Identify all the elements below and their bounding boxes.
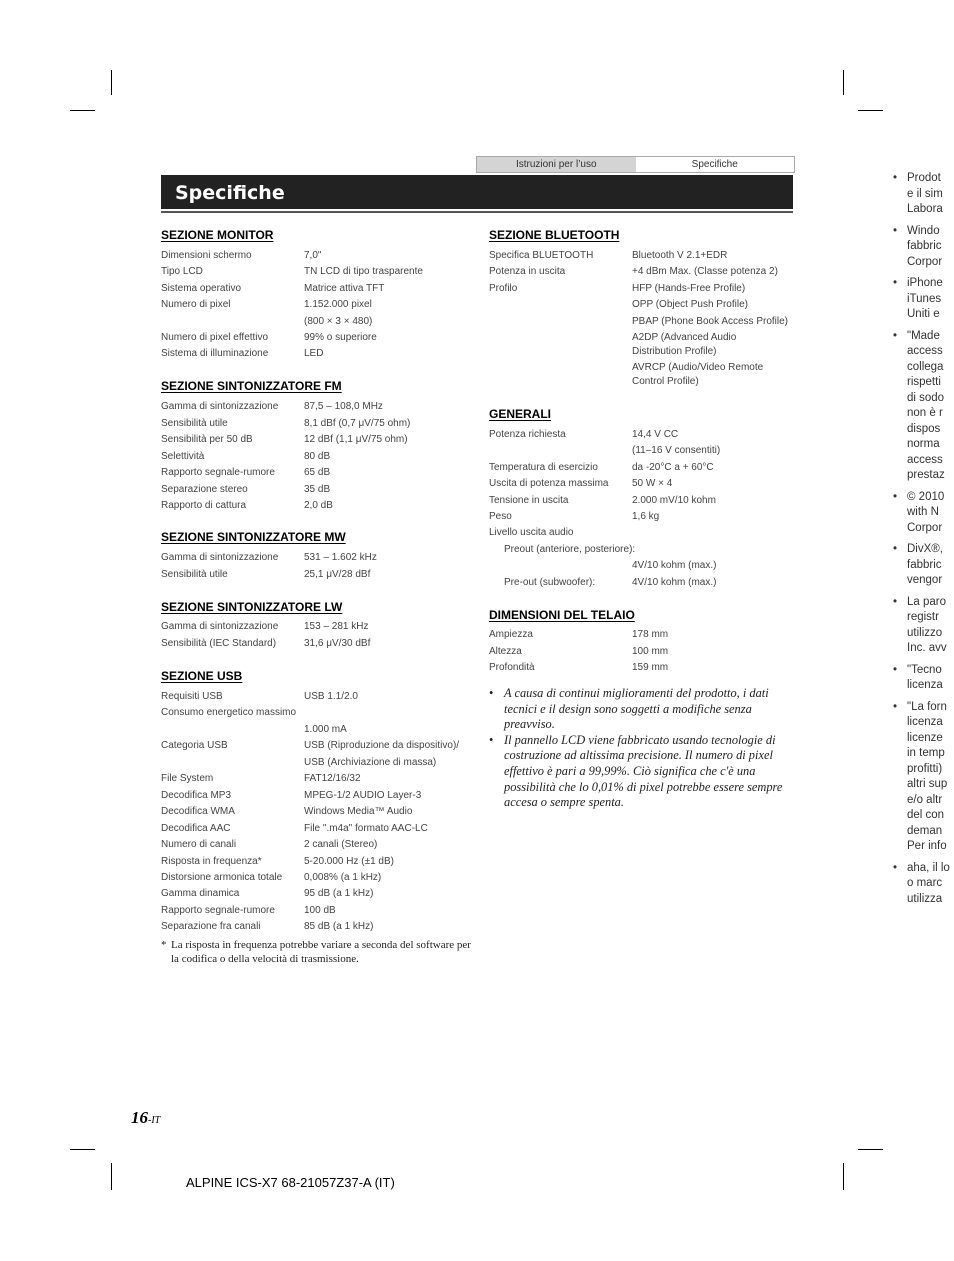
spec-key: Gamma dinamica (161, 888, 240, 900)
spec-key: Selettività (161, 450, 205, 462)
adjacent-line: Inc. avv (907, 642, 947, 654)
spec-value: +4 dBm Max. (Classe potenza 2) (632, 266, 778, 278)
spec-key: Gamma di sintonizzazione (161, 552, 279, 563)
spec-value: 65 dB (304, 467, 331, 478)
tab-specifiche: Specifiche (691, 159, 738, 170)
spec-value: 100 mm (632, 645, 669, 657)
adjacent-line: di sodo (907, 391, 945, 404)
adjacent-line: prestaz (907, 469, 945, 481)
adjacent-bullet (893, 224, 954, 271)
spec-key: Separazione fra canali (161, 921, 261, 933)
adjacent-bullet (893, 861, 954, 908)
spec-value: 87,5 – 108,0 MHz (304, 401, 383, 412)
spec-key: Gamma di sintonizzazione (161, 401, 279, 412)
spec-value: 12 dBf (1,1 μV/75 ohm) (304, 434, 408, 445)
spec-value: 7,0" (304, 250, 322, 261)
crop-mark (111, 1163, 112, 1190)
title-bar (161, 175, 793, 209)
adjacent-line: fabbric (907, 240, 942, 252)
adjacent-line: dispos (907, 422, 941, 435)
spec-key: Sensibilità utile (161, 569, 228, 580)
adjacent-line: deman (907, 824, 943, 837)
adjacent-line: • "Tecno (907, 663, 942, 676)
adjacent-line: fabbric (907, 558, 942, 571)
spec-value: 31,6 μV/30 dBf (304, 638, 371, 649)
spec-key: Pre-out (subwoofer): (504, 576, 596, 588)
spec-value: 99% o superiore (304, 332, 377, 343)
spec-value: USB (Riproduzione da dispositivo)/ (304, 740, 460, 752)
spec-key: Altezza (489, 645, 522, 657)
adjacent-bullet (893, 490, 954, 537)
spec-key: Consumo energetico massimo (161, 707, 297, 719)
adjacent-line: • Prodot (907, 172, 941, 184)
spec-value: LED (304, 348, 324, 360)
section-title-generali: GENERALI (489, 407, 552, 421)
spec-key: Sistema di illuminazione (161, 348, 269, 360)
spec-value: 8,1 dBf (0,7 μV/75 ohm) (304, 417, 411, 429)
section-title-bluetooth: SEZIONE BLUETOOTH (489, 228, 620, 242)
adjacent-page-column (893, 171, 954, 913)
adjacent-line: • iPhone (907, 277, 943, 289)
adjacent-line: licenza (907, 716, 943, 728)
spec-key: Separazione stereo (161, 483, 248, 495)
adjacent-line: • aha, il lo (907, 861, 950, 874)
page-number (131, 1108, 160, 1128)
spec-key: Potenza in uscita (489, 266, 566, 278)
spec-key: Numero di pixel (161, 299, 231, 311)
spec-value: 35 dB (304, 483, 331, 495)
adjacent-line: access (907, 453, 943, 466)
section-title-mw: SEZIONE SINTONIZZATORE MW (161, 530, 346, 544)
adjacent-bullet (893, 700, 954, 855)
adjacent-line: Per info (907, 840, 947, 852)
spec-value: USB (Archiviazione di massa) (304, 756, 437, 768)
adjacent-line: • © 2010 (907, 490, 945, 503)
spec-value: AVRCP (Audio/Video Remote (632, 362, 764, 373)
spec-value: 2.000 mV/10 kohm (632, 494, 716, 506)
spec-value: 85 dB (a 1 kHz) (304, 921, 374, 933)
spec-key: Risposta in frequenza* (161, 855, 262, 867)
spec-value: File ".m4a" formato AAC-LC (304, 822, 428, 834)
spec-key: Livello uscita audio (489, 527, 574, 539)
spec-value: 25,1 μV/28 dBf (304, 569, 371, 580)
section-title-lw: SEZIONE SINTONIZZATORE LW (161, 600, 343, 614)
spec-key: Ampiezza (489, 629, 533, 640)
spec-key: File System (161, 773, 214, 785)
spec-value: 1,6 kg (632, 511, 660, 522)
spec-key: Specifica BLUETOOTH (489, 250, 594, 261)
spec-value: 1.152.000 pixel (304, 299, 372, 311)
spec-key: Gamma di sintonizzazione (161, 621, 279, 632)
spec-key: Requisiti USB (161, 691, 223, 702)
spec-value: 50 W × 4 (632, 478, 673, 490)
spec-value: 95 dB (a 1 kHz) (304, 888, 374, 900)
adjacent-line: licenza (907, 679, 943, 691)
spec-value: Matrice attiva TFT (304, 282, 385, 294)
spec-value: da -20°C a + 60°C (632, 461, 714, 473)
spec-key: Distorsione armonica totale (161, 871, 283, 883)
spec-value: MPEG-1/2 AUDIO Layer-3 (304, 789, 422, 801)
adjacent-line: non è r (907, 407, 943, 419)
section-title-usb: SEZIONE USB (161, 669, 243, 683)
adjacent-bullet (893, 595, 954, 657)
crop-mark (858, 1149, 883, 1150)
spec-value: Control Profile) (632, 376, 699, 387)
crop-mark (843, 70, 844, 95)
adjacent-line: • "Made (907, 329, 940, 342)
spec-value: A2DP (Advanced Audio (632, 332, 737, 343)
spec-value: 5-20.000 Hz (±1 dB) (304, 855, 394, 867)
spec-value: USB 1.1/2.0 (304, 691, 358, 702)
spec-value: 4V/10 kohm (max.) (632, 576, 717, 588)
adjacent-line: with N (907, 506, 939, 518)
adjacent-line: utilizza (907, 892, 943, 905)
notes-list (489, 686, 789, 811)
section-title-fm: SEZIONE SINTONIZZATORE FM (161, 379, 342, 393)
spec-value: 153 – 281 kHz (304, 621, 369, 632)
section-title-telaio: DIMENSIONI DEL TELAIO (489, 608, 635, 622)
spec-value: 1.000 mA (304, 723, 347, 735)
adjacent-line: e il sim (907, 187, 943, 200)
adjacent-line: Labora (907, 203, 943, 215)
footnote-text: La risposta in frequenza potrebbe variare a seconda del software per la codifica o della velocità di trasmissione. (171, 939, 471, 965)
spec-value: HFP (Hands-Free Profile) (632, 283, 746, 294)
spec-value: 2 canali (Stereo) (304, 839, 378, 851)
page-number-value: 16 (131, 1108, 148, 1127)
spec-value: Bluetooth V 2.1+EDR (632, 250, 728, 261)
crop-mark (858, 110, 883, 111)
spec-key: Rapporto di cattura (161, 500, 247, 511)
spec-value: 531 – 1.602 kHz (304, 552, 377, 563)
spec-key: Sensibilità (IEC Standard) (161, 638, 277, 649)
spec-value: 0,008% (a 1 kHz) (304, 871, 382, 883)
spec-value: 4V/10 kohm (max.) (632, 560, 717, 572)
crop-mark (70, 1149, 95, 1150)
spec-key: Sensibilità per 50 dB (161, 434, 253, 445)
spec-key: Sensibilità utile (161, 417, 228, 429)
title-rule (161, 211, 793, 213)
adjacent-line: Uniti e (907, 308, 940, 320)
adjacent-line: altri sup (907, 778, 948, 790)
spec-key: Rapporto segnale-rumore (161, 904, 275, 916)
page-title: Specifiche (175, 182, 285, 204)
adjacent-line: in temp (907, 747, 945, 759)
spec-value: OPP (Object Push Profile) (632, 299, 748, 310)
adjacent-line: iTunes (907, 292, 942, 305)
spec-value: 80 dB (304, 450, 331, 462)
crop-mark (843, 1163, 844, 1190)
adjacent-line: norma (907, 438, 940, 450)
spec-key: Numero di canali (161, 839, 237, 851)
spec-value: Windows Media™ Audio (304, 806, 413, 818)
usb-footnote (161, 938, 471, 966)
crop-mark (70, 110, 95, 111)
spec-key: Preout (anteriore, posteriore): (504, 543, 636, 555)
adjacent-line: access (907, 345, 943, 357)
adjacent-bullet (893, 542, 954, 589)
adjacent-line: Corpor (907, 255, 943, 268)
adjacent-line: vengor (907, 574, 943, 586)
adjacent-bullet (893, 276, 954, 323)
footnote-mark: * (161, 939, 167, 951)
adjacent-line: • "La forn (907, 700, 947, 713)
adjacent-line: utilizzo (907, 626, 943, 639)
spec-key: Dimensioni schermo (161, 250, 252, 261)
adjacent-line: • DivX®, (907, 543, 943, 555)
page-number-suffix: -IT (148, 1115, 161, 1126)
spec-key: Rapporto segnale-rumore (161, 467, 275, 478)
spec-key: Peso (489, 511, 512, 522)
spec-key: Tensione in uscita (489, 494, 569, 506)
adjacent-line: profitti) (907, 762, 943, 775)
spec-value: 2,0 dB (304, 500, 333, 511)
spec-value: TN LCD di tipo trasparente (304, 266, 423, 278)
adjacent-line: • Windo (907, 224, 940, 237)
adjacent-bullet (893, 171, 954, 218)
section-title-monitor: SEZIONE MONITOR (161, 228, 274, 242)
spec-key: Sistema operativo (161, 282, 242, 294)
spec-key: Decodifica MP3 (161, 789, 232, 801)
spec-value: (11–16 V consentiti) (632, 445, 721, 457)
spec-key: Categoria USB (161, 740, 228, 752)
spec-key: Tipo LCD (161, 266, 203, 278)
spec-key: Profilo (489, 283, 518, 294)
spec-value: 100 dB (304, 904, 336, 916)
adjacent-line: Corpor (907, 521, 943, 534)
spec-key: Decodifica WMA (161, 806, 235, 818)
adjacent-line: • La paro (907, 595, 947, 608)
header-tabs (476, 156, 795, 173)
spec-value: (800 × 3 × 480) (304, 315, 373, 327)
adjacent-line: collega (907, 360, 944, 373)
spec-key: Temperatura di esercizio (489, 461, 598, 473)
tab-istruzioni: Istruzioni per l’uso (477, 157, 636, 172)
adjacent-line: o marc (907, 877, 943, 889)
crop-mark (111, 70, 112, 95)
spec-value: Distribution Profile) (632, 346, 717, 357)
note-item: • A causa di continui miglioramenti del prodotto, i dati tecnici e il design sono soggetti a modifiche senza preavviso. (489, 686, 789, 733)
spec-value: 178 mm (632, 629, 669, 640)
spec-value: 159 mm (632, 662, 669, 673)
note-item: • Il pannello LCD viene fabbricato usando tecnologie di costruzione ad altissima precisione. Il numero di pixel effettivo è pari a 99,99%. Ciò significa che c'è una possibilità che lo 0,01% di pixel potrebbe essere sempre accesa o sempre spenta. (489, 733, 789, 811)
spec-key: Uscita di potenza massima (489, 478, 609, 490)
spec-key: Numero di pixel effettivo (161, 332, 269, 343)
adjacent-line: e/o altr (907, 793, 943, 806)
adjacent-line: rispetti (907, 376, 941, 388)
adjacent-line: registr (907, 611, 939, 623)
adjacent-line: del con (907, 809, 945, 821)
spec-value: PBAP (Phone Book Access Profile) (632, 315, 789, 327)
adjacent-bullet (893, 663, 954, 694)
adjacent-line: licenze (907, 731, 943, 744)
spec-value: FAT12/16/32 (304, 773, 361, 785)
spec-value: 14,4 V CC (632, 429, 679, 440)
spec-key: Profondità (489, 662, 535, 673)
adjacent-bullet (893, 329, 954, 484)
spec-key: Potenza richiesta (489, 429, 566, 440)
footer-code: ALPINE ICS-X7 68-21057Z37-A (IT) (186, 1175, 395, 1190)
spec-key: Decodifica AAC (161, 822, 231, 834)
